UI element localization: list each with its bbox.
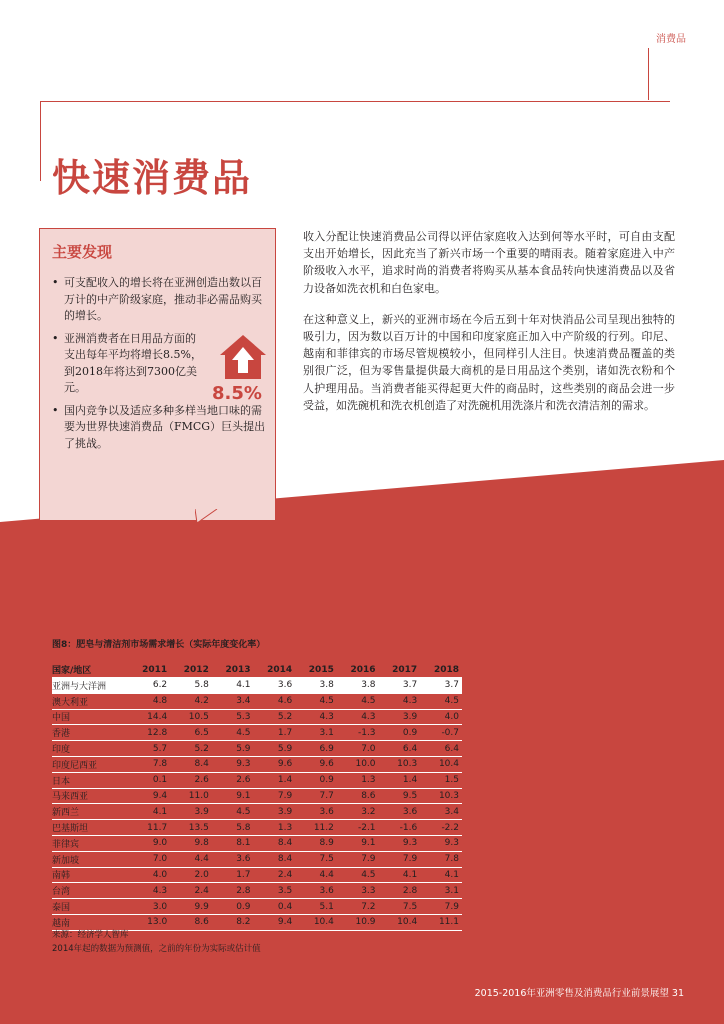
table-cell: 4.6: [254, 693, 296, 709]
table-cell: 8.4: [254, 835, 296, 851]
table-cell: 10.3: [420, 788, 462, 804]
table-cell: 2.6: [212, 772, 254, 788]
table-cell: 4.2: [170, 693, 212, 709]
table-cell: 4.3: [295, 709, 337, 725]
row-label: 马来西亚: [52, 788, 129, 804]
table-cell: 8.1: [212, 835, 254, 851]
table-cell: 5.8: [212, 820, 254, 836]
table-cell: 13.5: [170, 820, 212, 836]
table-cell: 3.6: [295, 804, 337, 820]
table-cell: 4.5: [295, 693, 337, 709]
table-cell: 9.9: [170, 899, 212, 915]
table-cell: 9.4: [129, 788, 171, 804]
table-cell: 0.4: [254, 899, 296, 915]
column-header: 2015: [295, 662, 337, 678]
table-cell: 4.5: [337, 867, 379, 883]
table-cell: 2.8: [379, 883, 421, 899]
row-label: 亚洲与大洋洲: [52, 678, 129, 694]
table-cell: 9.8: [170, 835, 212, 851]
table-cell: 11.2: [295, 820, 337, 836]
row-label: 印度尼西亚: [52, 756, 129, 772]
table-cell: 9.3: [379, 835, 421, 851]
table-cell: 4.3: [337, 709, 379, 725]
table-cell: 7.0: [129, 851, 171, 867]
table-body: [52, 678, 462, 931]
row-label: 印度: [52, 741, 129, 757]
column-header: 2013: [212, 662, 254, 678]
table-cell: 5.2: [254, 709, 296, 725]
table-cell: 3.6: [379, 804, 421, 820]
table-row: [52, 820, 462, 836]
table-cell: 4.5: [337, 693, 379, 709]
table-cell: 8.4: [170, 756, 212, 772]
table-cell: 1.3: [337, 772, 379, 788]
table-cell: 6.4: [420, 741, 462, 757]
table-cell: 3.6: [212, 851, 254, 867]
table-row: [52, 804, 462, 820]
table-cell: 7.9: [337, 851, 379, 867]
table-cell: 3.6: [254, 678, 296, 694]
table-cell: 0.9: [379, 725, 421, 741]
table-cell: -0.7: [420, 725, 462, 741]
table-cell: 5.9: [212, 741, 254, 757]
table-cell: 3.5: [254, 883, 296, 899]
table-cell: 9.4: [254, 914, 296, 930]
row-label: 台湾: [52, 883, 129, 899]
table-cell: 1.4: [254, 772, 296, 788]
table-cell: 2.0: [170, 867, 212, 883]
table-cell: 9.5: [379, 788, 421, 804]
table-cell: 4.5: [212, 725, 254, 741]
table-cell: 11.0: [170, 788, 212, 804]
table-row: [52, 725, 462, 741]
table-row: [52, 756, 462, 772]
section-tag: 消费品: [656, 34, 686, 45]
table-cell: 3.7: [379, 678, 421, 694]
table-cell: 3.7: [420, 678, 462, 694]
table-cell: 4.0: [129, 867, 171, 883]
table-cell: 1.7: [212, 867, 254, 883]
body-paragraph: 在这种意义上，新兴的亚洲市场在今后五到十年对快消品公司呈现出独特的吸引力，因为数以百万计的中国和印度家庭正加入中产阶级的行列。印尼、越南和菲律宾的市场尽管规模较小，但同样引人注目。快速消费品覆盖的类别很广泛，但为零售量提供最大商机的是日用品这个类别，诸如洗衣粉和个人护理用品。当消费者能买得起更大件的商品时，这些类别的商品会进一步受益，如洗碗机和洗衣机创造了对洗碗机用洗涤片和洗衣清洁剂的需求。: [303, 312, 675, 412]
table-cell: 3.3: [337, 883, 379, 899]
row-label: 泰国: [52, 899, 129, 915]
table-cell: 12.8: [129, 725, 171, 741]
column-header: 2014: [254, 662, 296, 678]
column-header: 2011: [129, 662, 171, 678]
table-cell: 3.9: [170, 804, 212, 820]
table-row: [52, 678, 462, 694]
table-cell: 2.8: [212, 883, 254, 899]
table-cell: 3.8: [337, 678, 379, 694]
table-cell: 8.6: [170, 914, 212, 930]
table-cell: 4.5: [420, 693, 462, 709]
table-cell: 7.5: [379, 899, 421, 915]
finding-item: • 可支配收入的增长将在亚洲创造出数以百万计的中产阶级家庭，推动非必需品购买的增长。: [52, 275, 267, 325]
row-label: 南韩: [52, 867, 129, 883]
table-cell: 8.2: [212, 914, 254, 930]
table-cell: 0.1: [129, 772, 171, 788]
row-label: 中国: [52, 709, 129, 725]
table-cell: 7.9: [379, 851, 421, 867]
table-row: [52, 867, 462, 883]
table-cell: 9.3: [212, 756, 254, 772]
table-cell: 9.3: [420, 835, 462, 851]
table-cell: 10.9: [337, 914, 379, 930]
table-cell: 4.1: [379, 867, 421, 883]
table-cell: 7.5: [295, 851, 337, 867]
table-cell: 4.4: [295, 867, 337, 883]
table-cell: 3.9: [254, 804, 296, 820]
table-row: [52, 788, 462, 804]
table-cell: 6.2: [129, 678, 171, 694]
title-rule-horizontal: [40, 101, 670, 102]
table-row: [52, 883, 462, 899]
table-cell: 7.9: [420, 899, 462, 915]
forecast-note: 2014年起的数据为预测值，之前的年份为实际或估计值: [52, 944, 261, 954]
table-row: [52, 835, 462, 851]
table-cell: 9.1: [337, 835, 379, 851]
table-row: [52, 851, 462, 867]
callout-tail: [195, 509, 219, 525]
table-cell: 3.6: [295, 883, 337, 899]
table-cell: 11.1: [420, 914, 462, 930]
title-rule-vertical: [40, 101, 41, 181]
table-cell: 5.1: [295, 899, 337, 915]
column-header: 2012: [170, 662, 212, 678]
table-cell: 9.1: [212, 788, 254, 804]
finding-item: • 国内竞争以及适应多种多样当地口味的需要为世界快速消费品（FMCG）巨头提出了挑战。: [52, 403, 267, 453]
table-cell: 4.0: [420, 709, 462, 725]
column-header: 2016: [337, 662, 379, 678]
table-cell: -2.1: [337, 820, 379, 836]
table-cell: 8.6: [337, 788, 379, 804]
table-cell: 2.6: [170, 772, 212, 788]
column-header: 国家/地区: [52, 662, 129, 678]
table-cell: 4.4: [170, 851, 212, 867]
table-cell: 5.3: [212, 709, 254, 725]
page-title: 快速消费品: [52, 155, 253, 201]
data-table: [52, 662, 462, 931]
table-cell: 4.1: [420, 867, 462, 883]
table-cell: 7.8: [420, 851, 462, 867]
table-cell: 5.9: [254, 741, 296, 757]
table-cell: 6.9: [295, 741, 337, 757]
table-cell: 1.3: [254, 820, 296, 836]
table-cell: 4.1: [212, 678, 254, 694]
body-text: [303, 228, 675, 428]
table-cell: 5.8: [170, 678, 212, 694]
table-cell: 9.6: [295, 756, 337, 772]
growth-percentage: 8.5%: [212, 383, 262, 404]
table-cell: 4.5: [212, 804, 254, 820]
table-cell: 3.2: [337, 804, 379, 820]
table-cell: 11.7: [129, 820, 171, 836]
source-note: 来源：经济学人智库: [52, 930, 129, 940]
table-cell: 3.1: [420, 883, 462, 899]
table-cell: 4.1: [129, 804, 171, 820]
table-cell: 7.8: [129, 756, 171, 772]
row-label: 菲律宾: [52, 835, 129, 851]
table-cell: -2.2: [420, 820, 462, 836]
table-cell: 4.3: [379, 693, 421, 709]
table-cell: 14.4: [129, 709, 171, 725]
row-label: 新西兰: [52, 804, 129, 820]
table-cell: 9.6: [254, 756, 296, 772]
table-cell: 10.4: [295, 914, 337, 930]
table-cell: 10.4: [420, 756, 462, 772]
table-cell: 10.3: [379, 756, 421, 772]
table-cell: 7.9: [254, 788, 296, 804]
table-cell: 9.0: [129, 835, 171, 851]
table-cell: 0.9: [295, 772, 337, 788]
table-header-row: [52, 662, 462, 678]
row-label: 澳大利亚: [52, 693, 129, 709]
table-cell: 8.4: [254, 851, 296, 867]
table-cell: 1.4: [379, 772, 421, 788]
key-findings-panel: [39, 228, 276, 521]
table-cell: -1.6: [379, 820, 421, 836]
row-label: 日本: [52, 772, 129, 788]
table-cell: 10.0: [337, 756, 379, 772]
table-row: [52, 772, 462, 788]
key-findings-heading: 主要发现: [52, 243, 113, 261]
table-cell: 6.4: [379, 741, 421, 757]
table-cell: 6.5: [170, 725, 212, 741]
table-cell: 0.9: [212, 899, 254, 915]
row-label: 巴基斯坦: [52, 820, 129, 836]
top-rule: [648, 48, 649, 100]
page-footer: 2015-2016年亚洲零售及消费品行业前景展望 31: [474, 988, 684, 999]
table-cell: 2.4: [254, 867, 296, 883]
table-row: [52, 693, 462, 709]
column-header: 2018: [420, 662, 462, 678]
row-label: 香港: [52, 725, 129, 741]
table-cell: 1.7: [254, 725, 296, 741]
table-cell: 3.1: [295, 725, 337, 741]
table-cell: 3.4: [420, 804, 462, 820]
figure-title: 图8：肥皂与清洁剂市场需求增长（实际年度变化率）: [52, 640, 266, 650]
table-row: [52, 899, 462, 915]
table-cell: 4.3: [129, 883, 171, 899]
table-cell: 7.2: [337, 899, 379, 915]
table-cell: 7.0: [337, 741, 379, 757]
table-cell: 10.5: [170, 709, 212, 725]
table-cell: 5.7: [129, 741, 171, 757]
table-cell: 3.9: [379, 709, 421, 725]
row-label: 新加坡: [52, 851, 129, 867]
table-cell: 13.0: [129, 914, 171, 930]
table-cell: 10.4: [379, 914, 421, 930]
table-row: [52, 741, 462, 757]
table-cell: -1.3: [337, 725, 379, 741]
table-cell: 8.9: [295, 835, 337, 851]
table-cell: 1.5: [420, 772, 462, 788]
table-cell: 2.4: [170, 883, 212, 899]
table-cell: 3.8: [295, 678, 337, 694]
table-cell: 5.2: [170, 741, 212, 757]
table-cell: 3.0: [129, 899, 171, 915]
body-paragraph: 收入分配让快速消费品公司得以评估家庭收入达到何等水平时，可自由支配支出开始增长，因此充当了新兴市场一个重要的晴雨表。随着家庭进入中产阶级收入水平，追求时尚的消费者将购买从基本食品转向快速消费品以及省力设备如洗衣机和白色家电。: [303, 230, 675, 295]
table-cell: 4.8: [129, 693, 171, 709]
house-arrow-icon: [218, 333, 268, 381]
table-cell: 7.7: [295, 788, 337, 804]
table-row: [52, 709, 462, 725]
row-label: 越南: [52, 914, 129, 930]
column-header: 2017: [379, 662, 421, 678]
finding-item: • 亚洲消费者在日用品方面的支出每年平均将增长8.5%，到2018年将达到7300亿美元。: [52, 331, 204, 397]
table-cell: 3.4: [212, 693, 254, 709]
